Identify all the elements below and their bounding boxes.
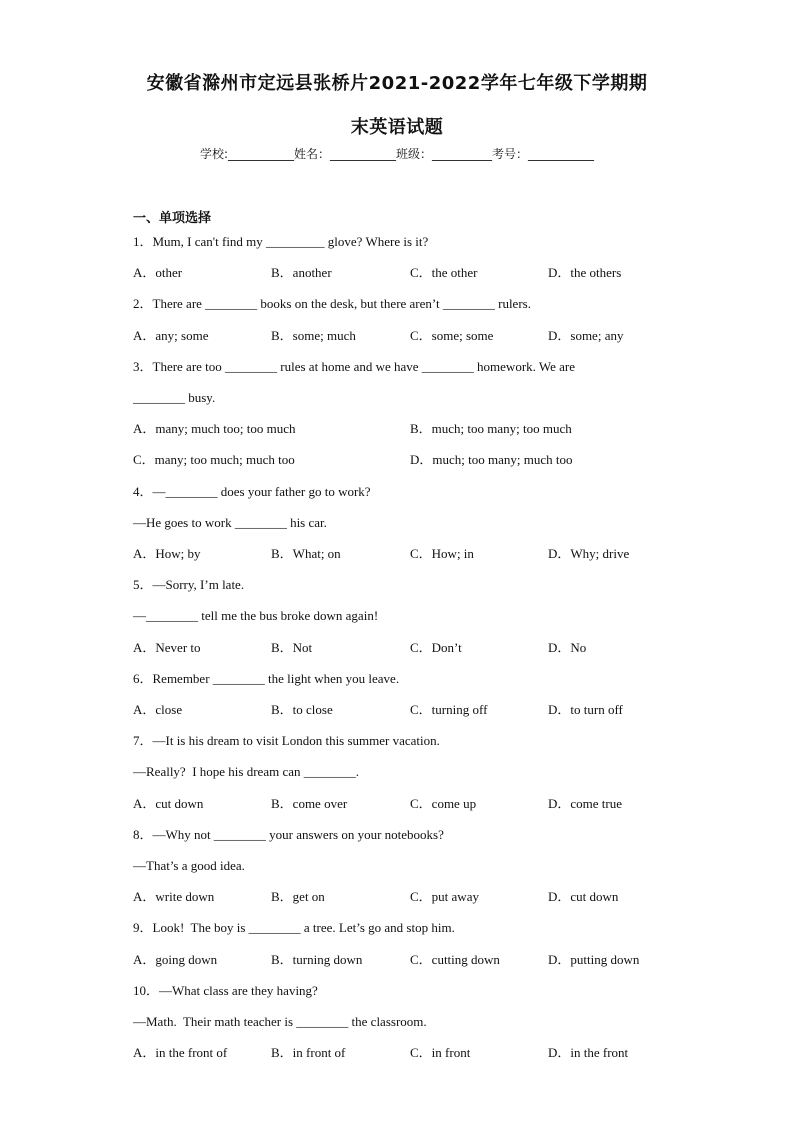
question-7-option-a: A．cut down bbox=[133, 796, 204, 811]
question-5-option-c: C．Don’t bbox=[410, 640, 462, 655]
question-10-stem-line1: 10．—What class are they having? bbox=[133, 983, 318, 998]
question-8-stem-line1: 8．—Why not ________ your answers on your notebooks? bbox=[133, 827, 444, 842]
exam-title-line2: 末英语试题 bbox=[350, 117, 444, 138]
question-2-stem: 2．There are ________ books on the desk, but there aren’t ________ rulers. bbox=[133, 296, 531, 311]
question-5-option-b: B．Not bbox=[271, 640, 313, 655]
question-3-option-c: C．many; too much; much too bbox=[133, 452, 295, 467]
question-6-option-c: C．turning off bbox=[410, 702, 488, 717]
question-7-option-b: B．come over bbox=[271, 796, 348, 811]
question-4-stem-line2: —He goes to work ________ his car. bbox=[133, 515, 327, 530]
question-3-stem-line1: 3．There are too ________ rules at home and we have ________ homework. We are bbox=[133, 359, 576, 374]
question-1-option-a: A．other bbox=[133, 265, 183, 280]
question-9-option-d: D．putting down bbox=[548, 952, 640, 967]
question-3-option-a: A．many; much too; too much bbox=[133, 421, 296, 436]
question-10-option-d: D．in the front bbox=[548, 1045, 629, 1060]
question-8-stem-line2: —That’s a good idea. bbox=[133, 858, 245, 873]
question-4-stem-line1: 4．—________ does your father go to work? bbox=[133, 484, 371, 499]
question-4-option-b: B．What; on bbox=[271, 546, 341, 561]
question-5-stem-line2: —________ tell me the bus broke down again! bbox=[133, 608, 379, 623]
section-title: 一、单项选择 bbox=[133, 211, 212, 226]
question-4-option-a: A．How; by bbox=[133, 546, 201, 561]
question-5-option-a: A．Never to bbox=[133, 640, 201, 655]
student-info-line: 学校:___________姓名：___________班级：__________考号：___________ bbox=[199, 147, 595, 161]
question-1-option-b: B．another bbox=[271, 265, 332, 280]
question-5-option-d: D．No bbox=[548, 640, 587, 655]
question-1-option-c: C．the other bbox=[410, 265, 478, 280]
question-7-option-c: C．come up bbox=[410, 796, 477, 811]
question-3-option-b: B．much; too many; too much bbox=[410, 421, 572, 436]
question-9-option-b: B．turning down bbox=[271, 952, 363, 967]
question-2-option-c: C．some; some bbox=[410, 328, 494, 343]
question-4-option-d: D．Why; drive bbox=[548, 546, 630, 561]
question-9-stem: 9．Look! The boy is ________ a tree. Let’s go and stop him. bbox=[133, 920, 455, 935]
question-3-stem-line2: ________ busy. bbox=[133, 390, 216, 405]
question-8-option-a: A．write down bbox=[133, 889, 215, 904]
exam-title-line1: 安徽省滁州市定远县张桥片2021-2022学年七年级下学期期 bbox=[146, 73, 648, 94]
question-10-option-c: C．in front bbox=[410, 1045, 471, 1060]
question-3-option-d: D．much; too many; much too bbox=[410, 452, 573, 467]
question-2-option-d: D．some; any bbox=[548, 328, 624, 343]
question-6-option-d: D．to turn off bbox=[548, 702, 623, 717]
question-1-option-d: D．the others bbox=[548, 265, 622, 280]
question-6-stem: 6．Remember ________ the light when you leave. bbox=[133, 671, 400, 686]
question-7-stem-line2: —Really? I hope his dream can ________. bbox=[133, 764, 359, 779]
question-7-option-d: D．come true bbox=[548, 796, 623, 811]
question-2-option-b: B．some; much bbox=[271, 328, 356, 343]
question-7-stem-line1: 7．—It is his dream to visit London this summer vacation. bbox=[133, 733, 440, 748]
question-4-option-c: C．How; in bbox=[410, 546, 474, 561]
question-8-option-d: D．cut down bbox=[548, 889, 619, 904]
question-2-option-a: A．any; some bbox=[133, 328, 209, 343]
question-8-option-b: B．get on bbox=[271, 889, 325, 904]
question-6-option-b: B．to close bbox=[271, 702, 333, 717]
question-5-stem-line1: 5．—Sorry, I’m late. bbox=[133, 577, 245, 592]
question-6-option-a: A．close bbox=[133, 702, 183, 717]
question-10-option-a: A．in the front of bbox=[133, 1045, 228, 1060]
question-9-option-c: C．cutting down bbox=[410, 952, 500, 967]
question-10-option-b: B．in front of bbox=[271, 1045, 346, 1060]
question-9-option-a: A．going down bbox=[133, 952, 218, 967]
question-8-option-c: C．put away bbox=[410, 889, 479, 904]
question-10-stem-line2: —Math. Their math teacher is ________ the classroom. bbox=[133, 1014, 427, 1029]
question-1-stem: 1．Mum, I can't find my _________ glove? Where is it? bbox=[133, 234, 429, 249]
